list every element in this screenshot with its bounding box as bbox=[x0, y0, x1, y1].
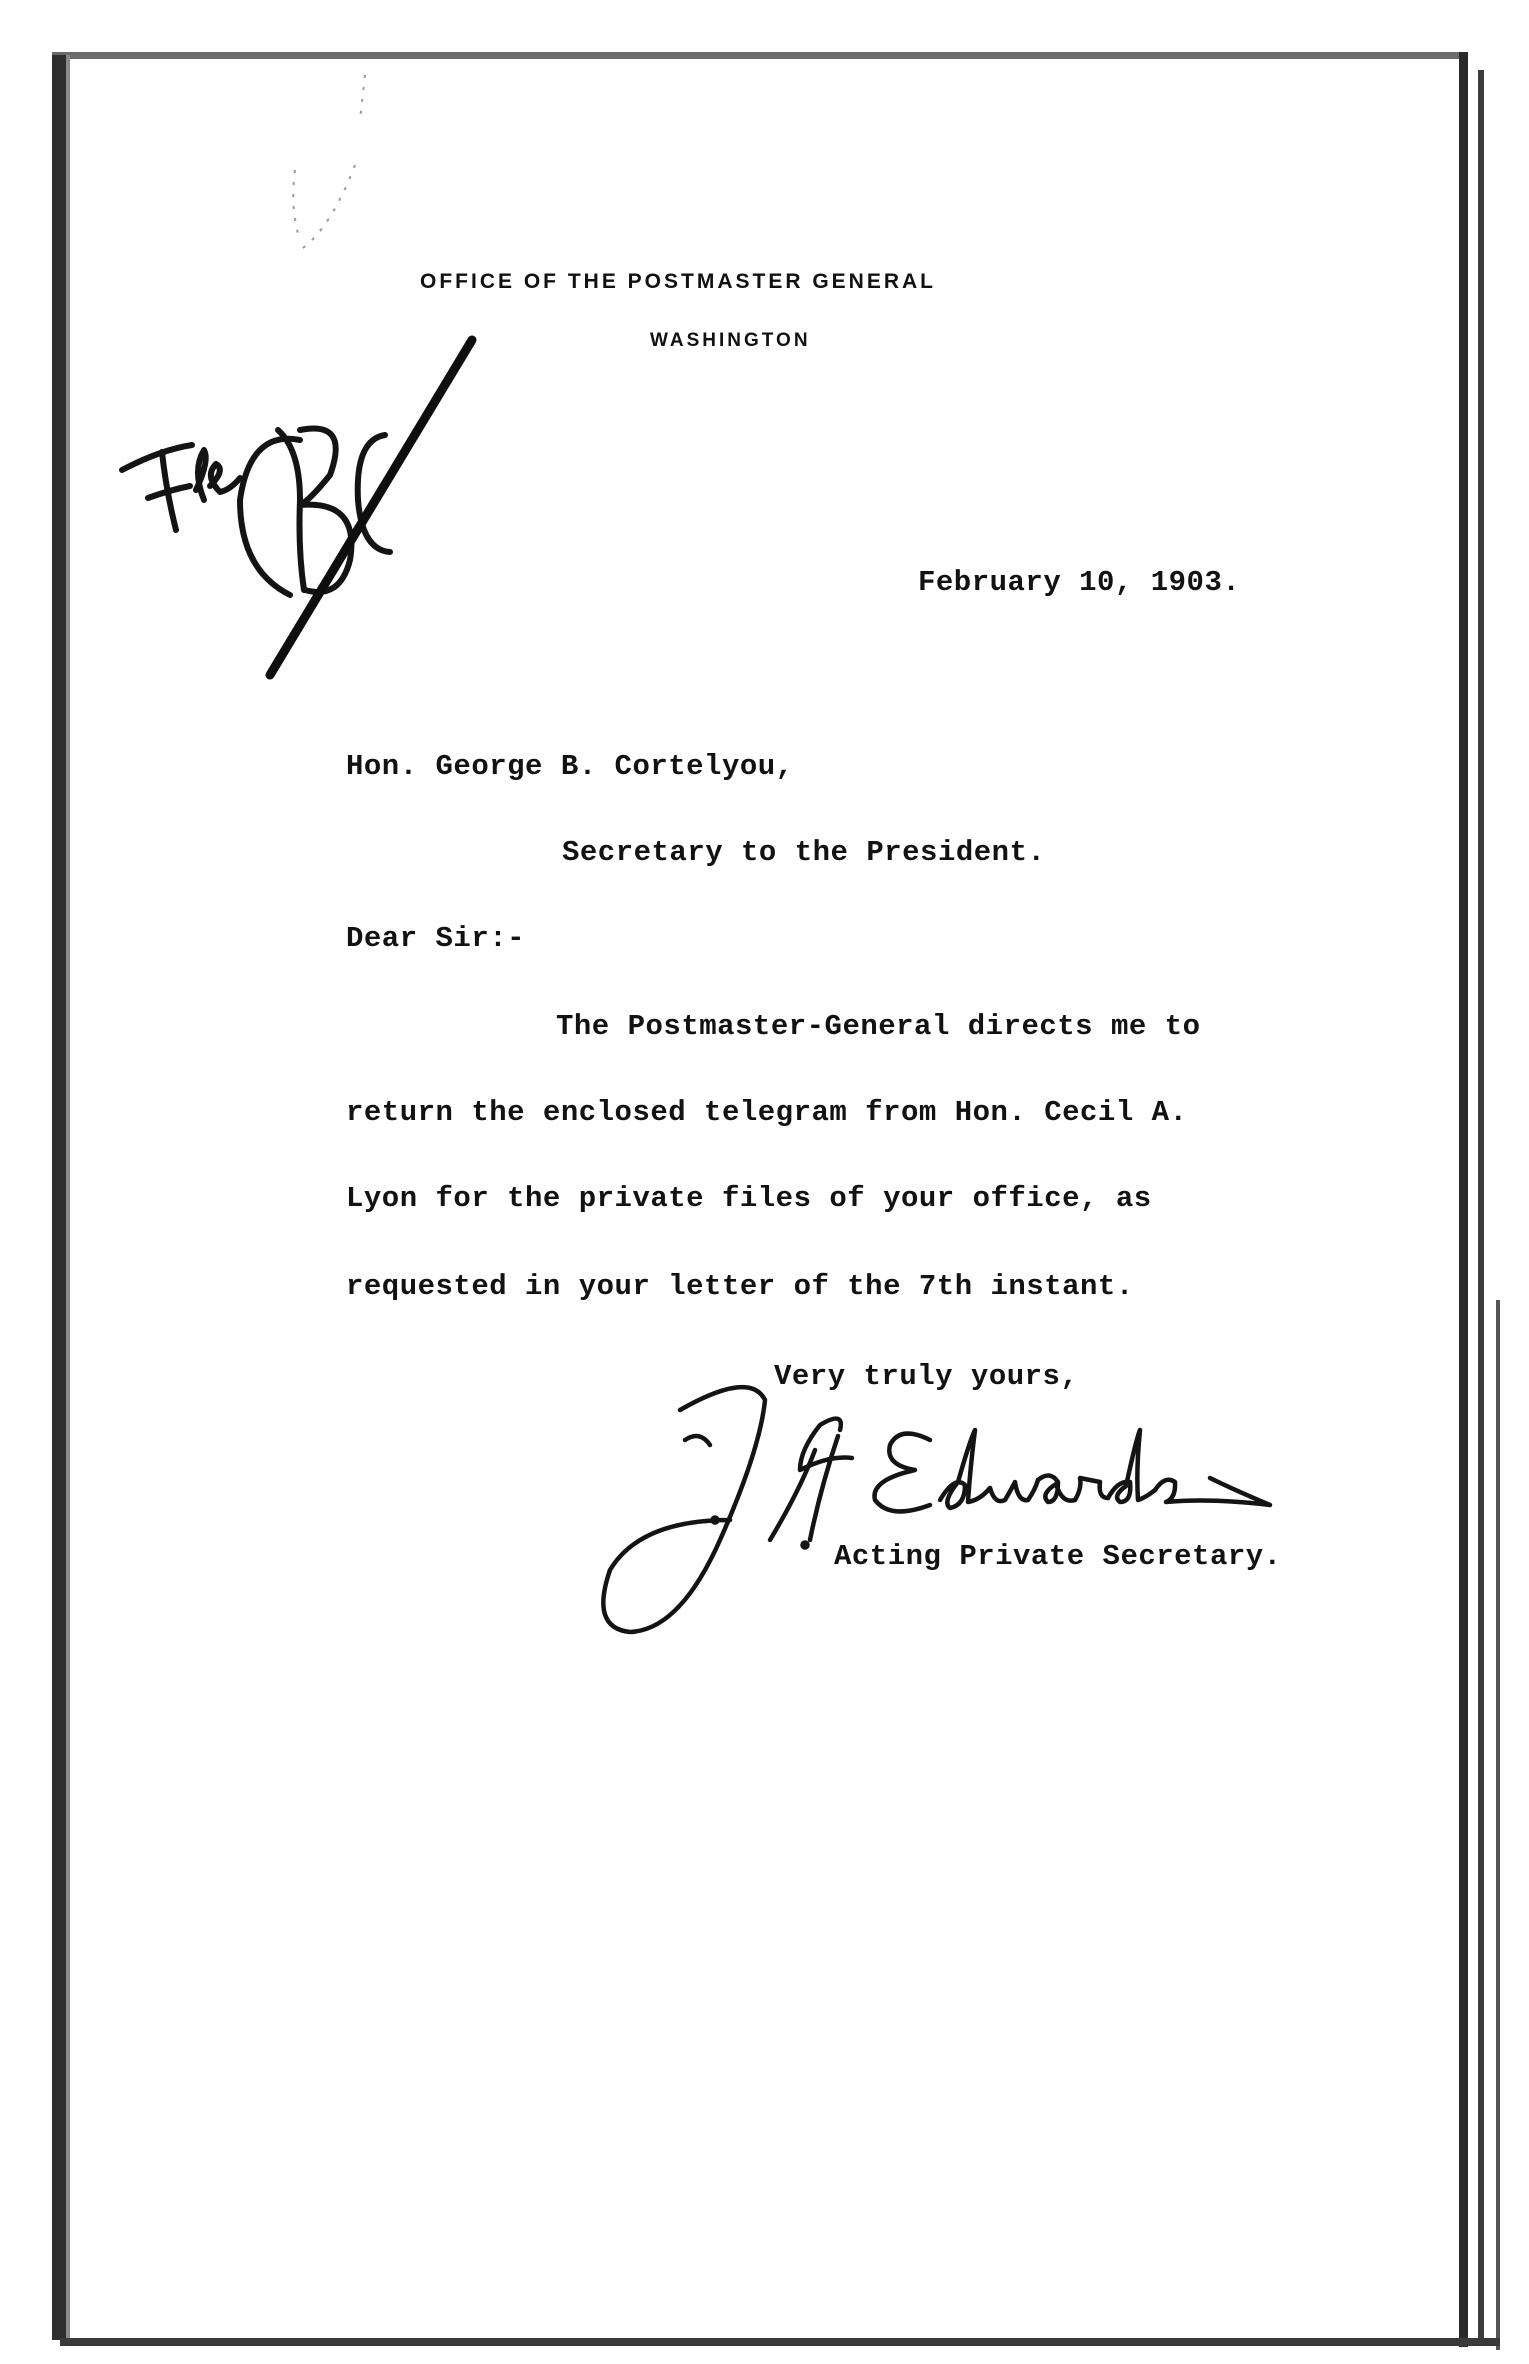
signatory-title: Acting Private Secretary. bbox=[834, 1540, 1282, 1573]
closing: Very truly yours, bbox=[774, 1360, 1079, 1393]
addressee-title: Secretary to the President. bbox=[562, 836, 1046, 869]
handwritten-file-notation bbox=[100, 300, 600, 700]
signature bbox=[570, 1370, 1330, 1670]
scan-border-bottom bbox=[60, 2338, 1500, 2346]
scan-border-right-edge bbox=[1496, 1300, 1500, 2350]
addressee-name: Hon. George B. Cortelyou, bbox=[346, 750, 794, 783]
scan-border-right-outer bbox=[1478, 70, 1484, 2340]
letter-date: February 10, 1903. bbox=[918, 566, 1241, 599]
salutation: Dear Sir:- bbox=[346, 922, 526, 955]
body-line: The Postmaster-General directs me to bbox=[556, 1010, 1201, 1043]
body-line: return the enclosed telegram from Hon. Cecil A. bbox=[346, 1096, 1188, 1129]
body-line: Lyon for the private files of your office, as bbox=[346, 1182, 1152, 1215]
letterhead-city: WASHINGTON bbox=[650, 330, 811, 351]
body-line: requested in your letter of the 7th instant. bbox=[346, 1270, 1134, 1303]
letterhead-office: OFFICE OF THE POSTMASTER GENERAL bbox=[420, 270, 937, 293]
